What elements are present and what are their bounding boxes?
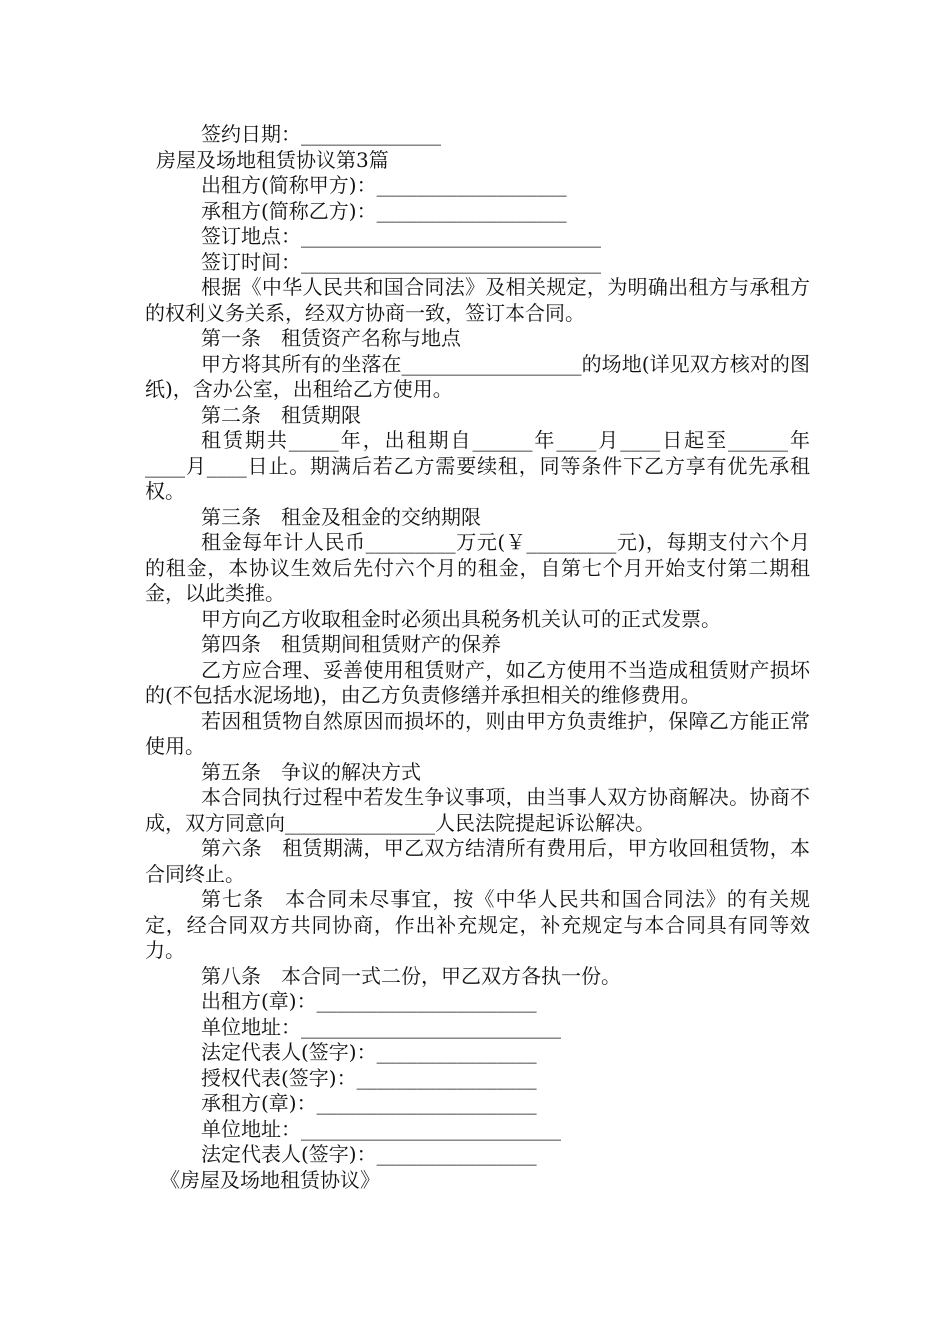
lessor-line: 出租方(简称甲方)：___________________ (201, 173, 567, 197)
signing-time-line: 签订时间：______________________________ (201, 249, 601, 274)
article-5-heading: 第五条 争议的解决方式 (201, 759, 421, 784)
section-title: 房屋及场地租赁协议第3篇 (156, 147, 389, 172)
lessee-address-line: 单位地址：__________________________ (201, 1116, 561, 1141)
article-2-paragraph: 租赁期共_____年，出租期自______年____月____日起至______年____月____日止。期满后若乙方需要续租，同等条件下乙方享有优先承租权。 (145, 428, 810, 503)
article-4-paragraph-2: 若因租赁物自然原因而损坏的，则由甲方负责维护，保障乙方能正常使用。 (145, 708, 810, 758)
preamble-paragraph: 根据《中华人民共和国合同法》及相关规定，为明确出租方与承租方的权利义务关系，经双方协商一致，签订本合同。 (145, 275, 810, 325)
article-3-heading: 第三条 租金及租金的交纳期限 (201, 504, 481, 529)
authorized-rep-signature-line: 授权代表(签字)：__________________ (201, 1065, 537, 1090)
lessee-legal-rep-signature-line: 法定代表人(签字)：________________ (201, 1142, 537, 1166)
signing-date-line: 签约日期：______________ (201, 122, 441, 146)
lessee-line: 承租方(简称乙方)：___________________ (201, 198, 567, 223)
article-7-paragraph: 第七条 本合同未尽事宜，按《中华人民共和国合同法》的有关规定，经合同双方共同协商，作出补充规定，补充规定与本合同具有同等效力。 (145, 887, 810, 962)
document-footer-title: 《房屋及场地租赁协议》 (160, 1167, 380, 1192)
legal-rep-signature-line: 法定代表人(签字)：________________ (201, 1040, 537, 1064)
article-8-line: 第八条 本合同一式二份，甲乙双方各执一份。 (201, 963, 621, 988)
invoice-line: 甲方向乙方收取租金时必须出具税务机关认可的正式发票。 (201, 606, 721, 631)
article-1-heading: 第一条 租赁资产名称与地点 (201, 326, 461, 350)
document-page (145, 122, 810, 1193)
article-5-paragraph: 本合同执行过程中若发生争议事项，由当事人双方协商解决。协商不成，双方同意向_______________人民法院提起诉讼解决。 (145, 785, 810, 835)
lessor-seal-line: 出租方(章)：______________________ (201, 989, 537, 1013)
article-6-paragraph: 第六条 租赁期满，甲乙双方结清所有费用后，甲方收回租赁物，本合同终止。 (145, 836, 810, 886)
article-3-paragraph: 租金每年计人民币_________万元(￥_________元)，每期支付六个月的租金，本协议生效后先付六个月的租金，自第七个月开始支付第二期租金，以此类推。 (145, 530, 810, 605)
signing-place-line: 签订地点：______________________________ (201, 224, 601, 248)
article-4-paragraph-1: 乙方应合理、妥善使用租赁财产，如乙方使用不当造成租赁财产损坏的(不包括水泥场地)，由乙方负责修缮并承担相关的维修费用。 (145, 657, 810, 707)
lessor-address-line: 单位地址：__________________________ (201, 1014, 561, 1039)
article-1-paragraph: 甲方将其所有的坐落在__________________的场地(详见双方核对的图纸)，含办公室，出租给乙方使用。 (145, 351, 810, 401)
article-4-heading: 第四条 租赁期间租赁财产的保养 (201, 632, 501, 656)
lessee-seal-line: 承租方(章)：______________________ (201, 1091, 537, 1115)
article-2-heading: 第二条 租赁期限 (201, 402, 361, 427)
